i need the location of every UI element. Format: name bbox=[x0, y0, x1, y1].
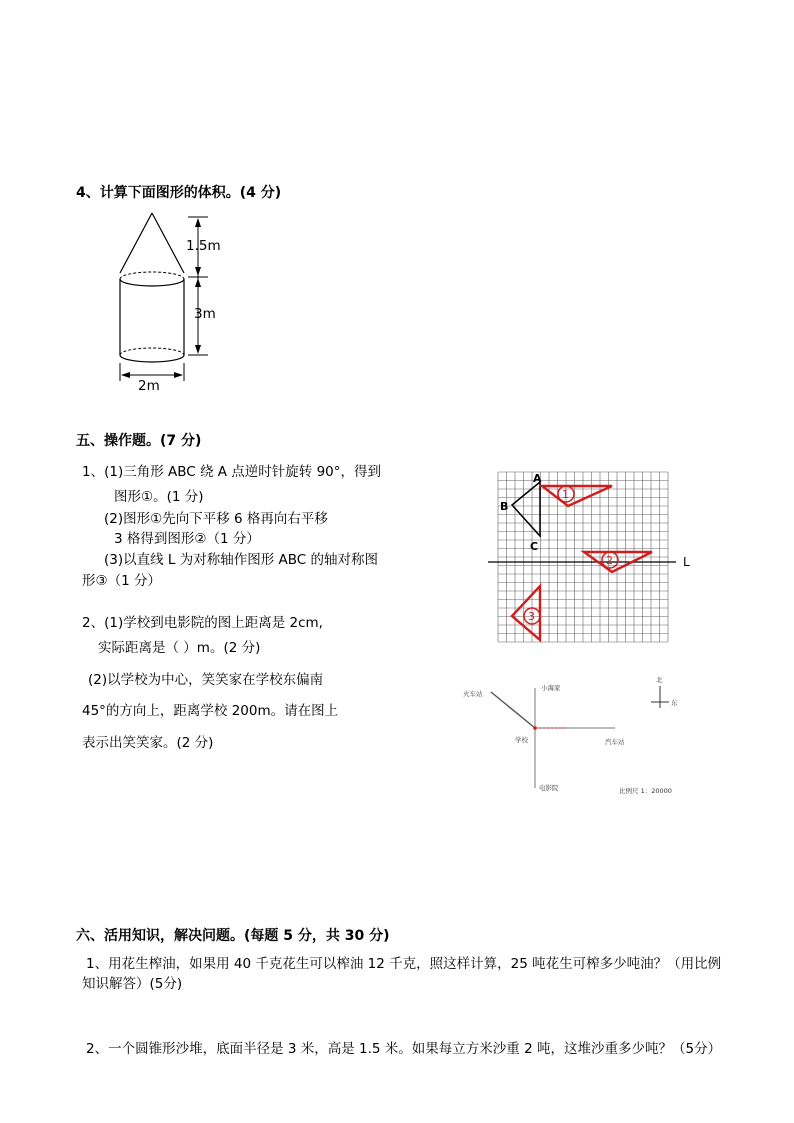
s5-q1-line3: (2)图形①先向下平移 6 格再向右平移 bbox=[104, 511, 328, 527]
transformation-grid bbox=[486, 468, 702, 648]
s5-q1-line6: 形③（1 分） bbox=[82, 573, 161, 589]
s5-q1-line1: 1、(1)三角形 ABC 绕 A 点逆时针旋转 90°，得到 bbox=[82, 464, 382, 480]
dim-diameter: 2m bbox=[138, 378, 160, 394]
dim-cone-height: 1.5m bbox=[186, 238, 221, 254]
s5-q2-line5: 表示出笑笑家。(2 分) bbox=[82, 735, 214, 751]
shape-3-label: 3 bbox=[528, 610, 535, 623]
s6-q2-line1: 2、一个圆锥形沙堆，底面半径是 3 米，高是 1.5 米。如果每立方米沙重 2 吨，这堆沙重多少吨？（5分） bbox=[86, 1041, 722, 1057]
label-xiaohai-home: 小海家 bbox=[541, 684, 561, 692]
dim-cylinder-height: 3m bbox=[194, 306, 216, 322]
label-train-station: 火车站 bbox=[463, 690, 483, 698]
compass-north: 北 bbox=[656, 676, 663, 684]
shape-1-label: 1 bbox=[562, 488, 569, 501]
cone-cylinder-figure bbox=[100, 205, 230, 395]
section6-title: 六、活用知识，解决问题。(每题 5 分，共 30 分) bbox=[76, 928, 390, 944]
map-nw-line bbox=[491, 692, 535, 728]
s5-q2-line3: (2)以学校为中心，笑笑家在学校东偏南 bbox=[88, 672, 324, 688]
label-l: L bbox=[683, 555, 690, 569]
label-school: 学校 bbox=[515, 736, 528, 744]
s5-q1-line2: 图形①。(1 分) bbox=[114, 489, 204, 505]
s6-q1-line1: 1、用花生榨油，如果用 40 千克花生可以榨油 12 千克，照这样计算，25 吨花生可榨多少吨油？（用比例 bbox=[86, 956, 722, 972]
q4-title: 4、计算下面图形的体积。(4 分) bbox=[76, 185, 282, 201]
shape-3 bbox=[512, 586, 540, 640]
s5-q2-line1: 2、(1)学校到电影院的图上距离是 2cm, bbox=[82, 615, 323, 631]
s5-q1-line4: 3 格得到图形②（1 分） bbox=[114, 531, 260, 547]
s6-q1-line2: 知识解答）(5分) bbox=[82, 976, 183, 992]
direction-map bbox=[455, 668, 695, 800]
s5-q2-line2: 实际距离是（ ）m。(2 分) bbox=[98, 640, 261, 656]
section5-title: 五、操作题。(7 分) bbox=[76, 433, 202, 449]
label-c: C bbox=[530, 540, 539, 553]
label-bus-station: 汽车站 bbox=[605, 738, 625, 746]
s5-q1-line5: (3)以直线 L 为对称轴作图形 ABC 的轴对称图 bbox=[104, 552, 378, 568]
school-dot bbox=[533, 726, 537, 730]
label-cinema: 电影院 bbox=[539, 784, 559, 792]
s5-q2-line4: 45°的方向上，距离学校 200m。请在图上 bbox=[82, 703, 339, 719]
compass-east: 东 bbox=[671, 699, 678, 707]
triangle-abc bbox=[512, 482, 540, 536]
label-b: B bbox=[500, 500, 509, 513]
map-scale: 比例尺 1：20000 bbox=[619, 787, 672, 795]
shape-2-label: 2 bbox=[606, 554, 613, 567]
label-a: A bbox=[533, 472, 542, 485]
